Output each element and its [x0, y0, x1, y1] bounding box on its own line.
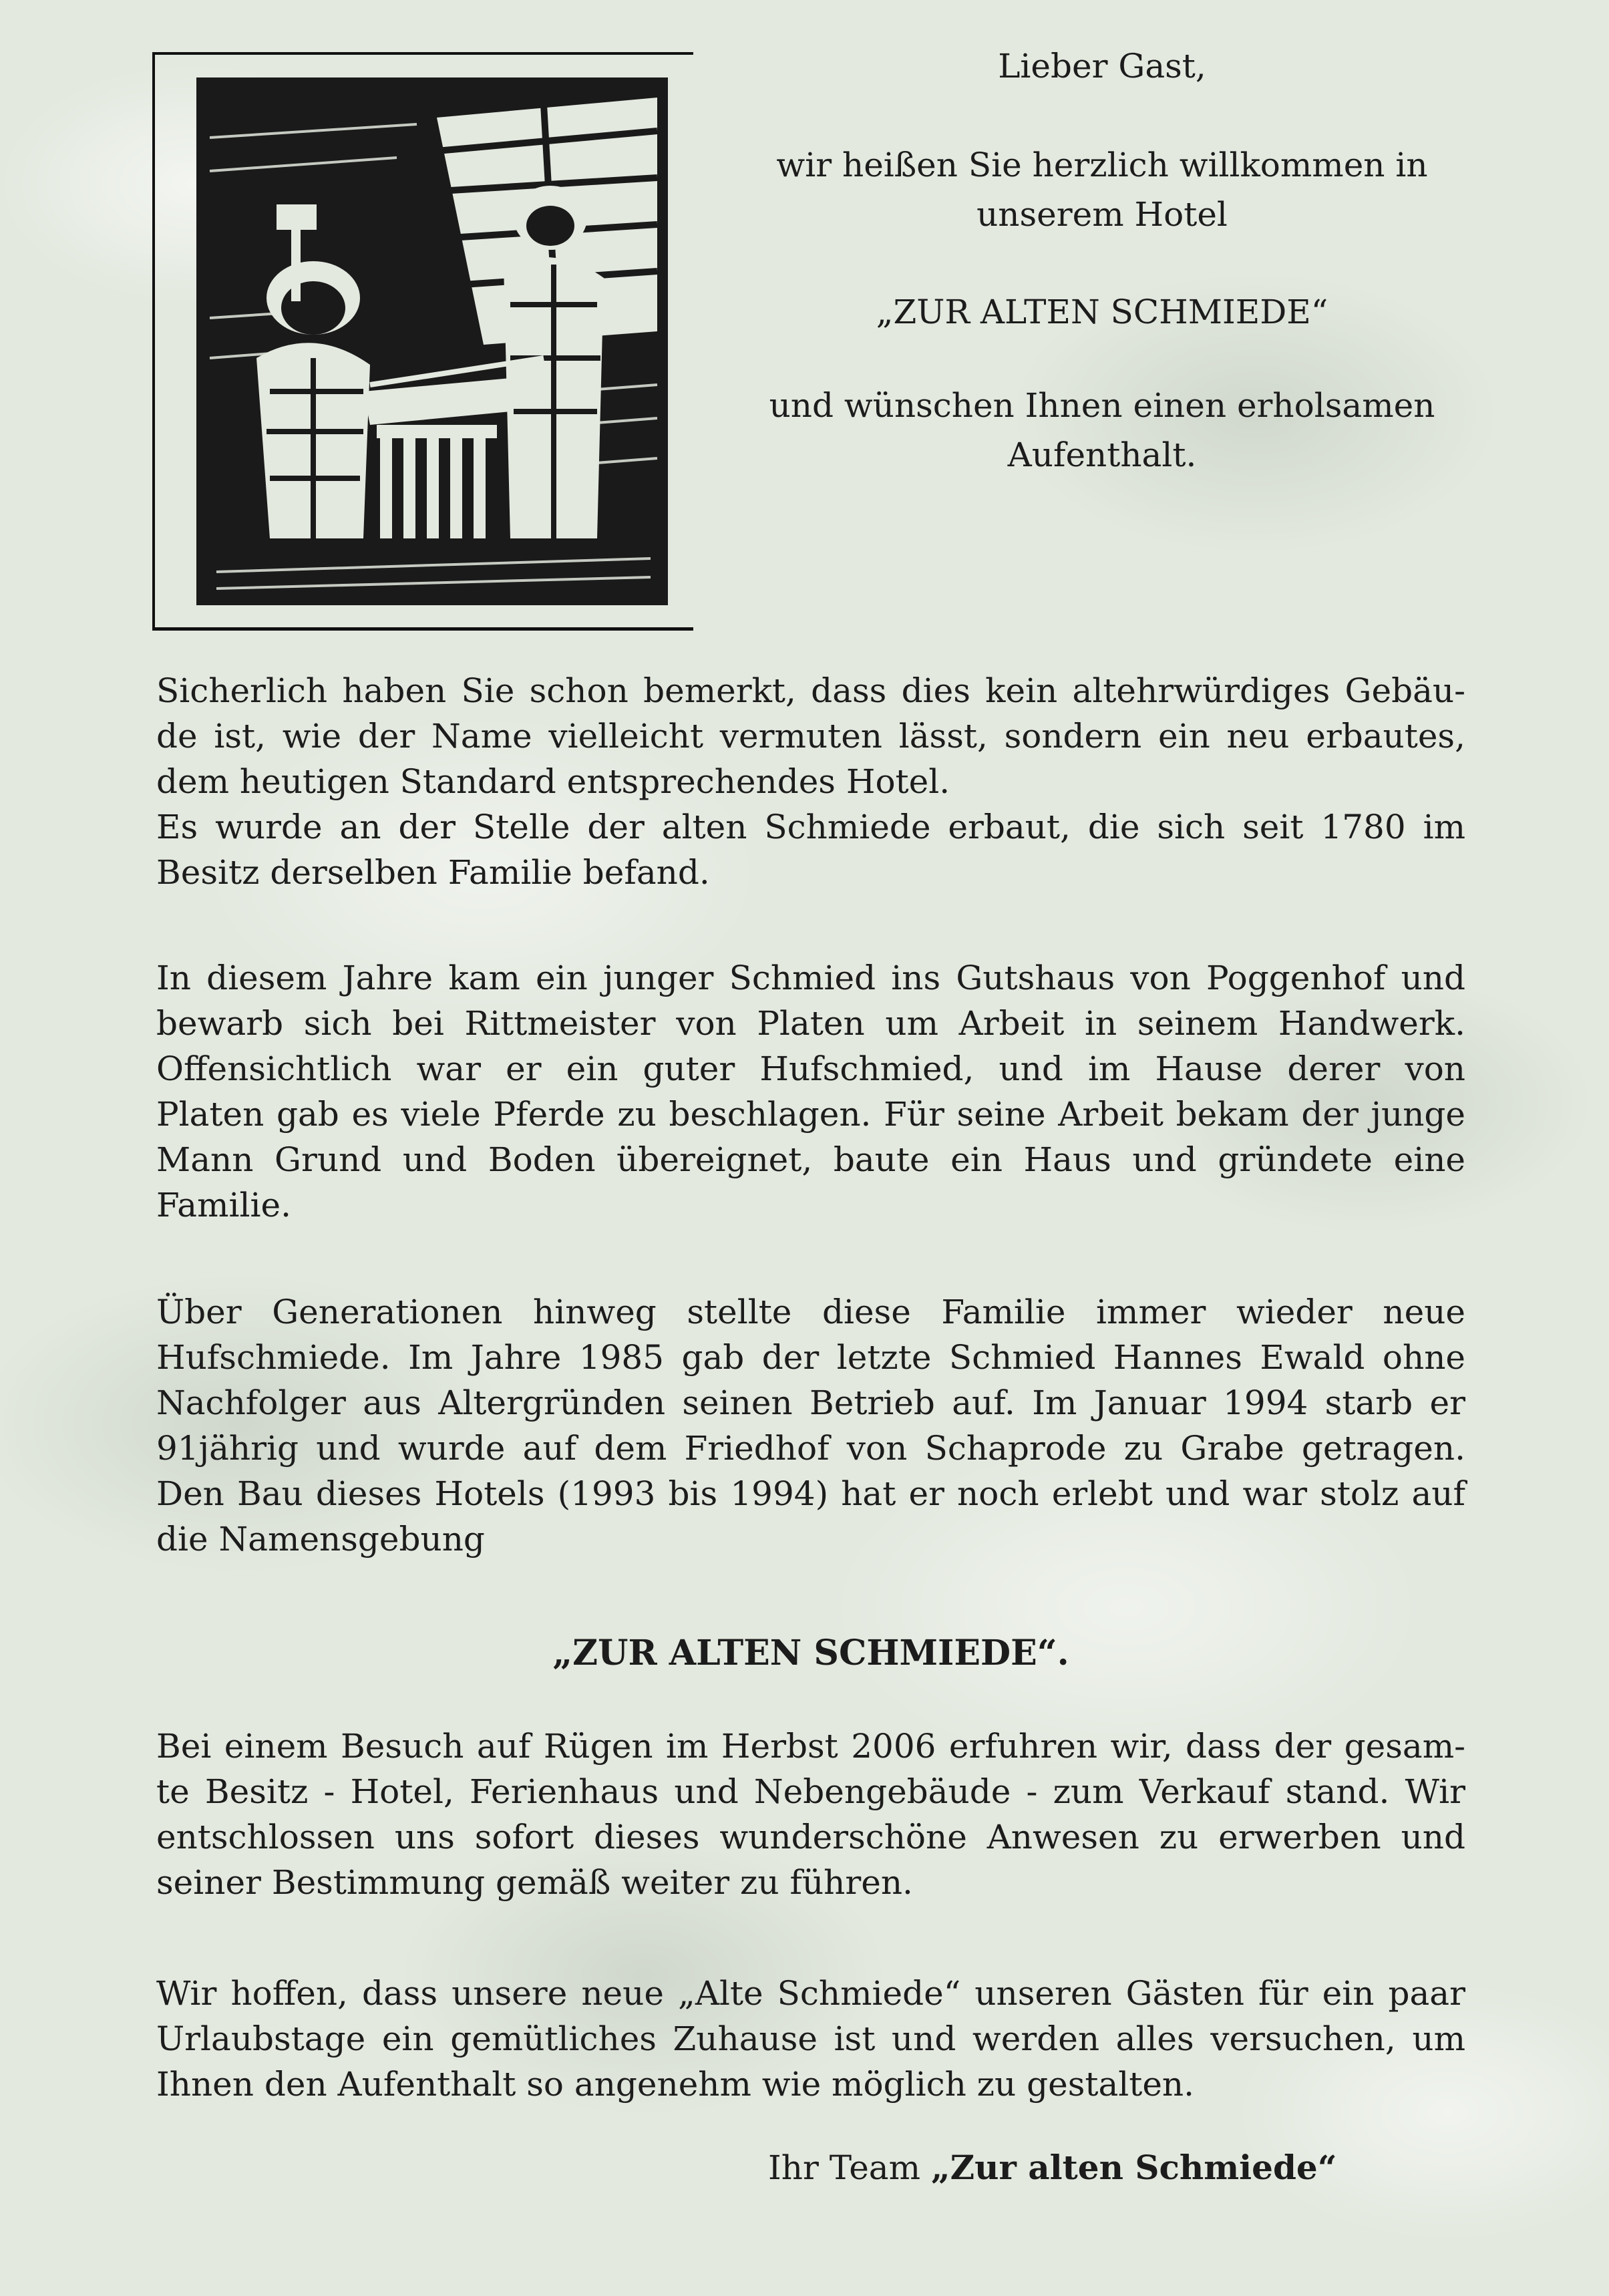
text-line: Wir hoffen, dass unsere neue „Alte Schmiede“ unseren Gästen für ein paar: [156, 1974, 1465, 2013]
text-line: Platen gab es viele Pferde zu beschlagen. Für seine Arbeit bekam der junge: [156, 1095, 1465, 1134]
paragraph-acquisition: [156, 1724, 1465, 1905]
text-line: Besitz derselben Familie befand.: [156, 853, 710, 892]
text-line: Über Generationen hinweg stellte diese Familie immer wieder neue: [156, 1293, 1465, 1331]
text-line: Den Bau dieses Hotels (1993 bis 1994) hat er noch erlebt und war stolz auf: [156, 1474, 1465, 1513]
text-line: In diesem Jahre kam ein junger Schmied ins Gutshaus von Poggenhof und: [156, 959, 1465, 997]
text-line: Offensichtlich war er ein guter Hufschmied, und im Hause derer von: [156, 1049, 1465, 1088]
welcome-text: [741, 140, 1463, 239]
paragraph-building-history: [156, 668, 1465, 895]
text-line: Mann Grund und Boden übereignet, baute ein Haus und gründete eine: [156, 1140, 1465, 1179]
signature-name: „Zur alten Schmiede“: [930, 2148, 1337, 2187]
text-line: bewarb sich bei Rittmeister von Platen um Arbeit in seinem Handwerk.: [156, 1004, 1465, 1043]
text-line: Hufschmiede. Im Jahre 1985 gab der letzte Schmied Hannes Ewald ohne: [156, 1338, 1465, 1377]
text-line: Es wurde an der Stelle der alten Schmiede erbaut, die sich seit 1780 im: [156, 808, 1465, 846]
signature: [768, 2144, 1463, 2191]
text-line: Sicherlich haben Sie schon bemerkt, dass dies kein altehrwürdiges Gebäu-: [156, 671, 1465, 710]
text-line: Ihnen den Aufenthalt so angenehm wie möglich zu gestalten.: [156, 2065, 1195, 2104]
wish-line-2: Aufenthalt.: [1007, 436, 1197, 474]
welcome-line-2: unserem Hotel: [976, 195, 1228, 234]
wish-text: [741, 381, 1463, 480]
text-line: seiner Bestimmung gemäß weiter zu führen.: [156, 1863, 913, 1902]
blacksmith-woodcut-icon: [196, 77, 668, 605]
welcome-line-1: wir heißen Sie herzlich willkommen in: [776, 146, 1428, 184]
text-line: die Namensgebung: [156, 1520, 485, 1559]
text-line: Familie.: [156, 1186, 291, 1224]
paragraph-closing-wish: [156, 1971, 1465, 2107]
text-line: te Besitz - Hotel, Ferienhaus und Nebengebäude - zum Verkauf stand. Wir: [156, 1772, 1465, 1811]
wish-line-1: und wünschen Ihnen einen erholsamen: [769, 386, 1435, 425]
text-line: de ist, wie der Name vielleicht vermuten lässt, sondern ein neu erbautes,: [156, 717, 1465, 756]
hotel-name: „ZUR ALTEN SCHMIEDE“: [876, 293, 1328, 331]
paragraph-generations: [156, 1289, 1465, 1562]
text-line: 91jährig und wurde auf dem Friedhof von Schaprode zu Grabe getragen.: [156, 1429, 1465, 1468]
text-line: Urlaubstage ein gemütliches Zuhause ist und werden alles versuchen, um: [156, 2019, 1465, 2058]
signature-prefix: Ihr Team: [768, 2148, 931, 2187]
text-line: Nachfolger aus Altergründen seinen Betrieb auf. Im Januar 1994 starb er: [156, 1383, 1465, 1422]
paragraph-young-smith: [156, 955, 1465, 1228]
text-line: entschlossen uns sofort dieses wunderschöne Anwesen zu erwerben und: [156, 1818, 1465, 1856]
text-line: dem heutigen Standard entsprechendes Hotel.: [156, 762, 950, 801]
text-line: Bei einem Besuch auf Rügen im Herbst 2006 erfuhren wir, dass der gesam-: [156, 1727, 1465, 1766]
hotel-name-heading: „ZUR ALTEN SCHMIEDE“.: [552, 1633, 1069, 1673]
illustration-frame: [152, 52, 693, 631]
salutation: Lieber Gast,: [998, 47, 1206, 86]
